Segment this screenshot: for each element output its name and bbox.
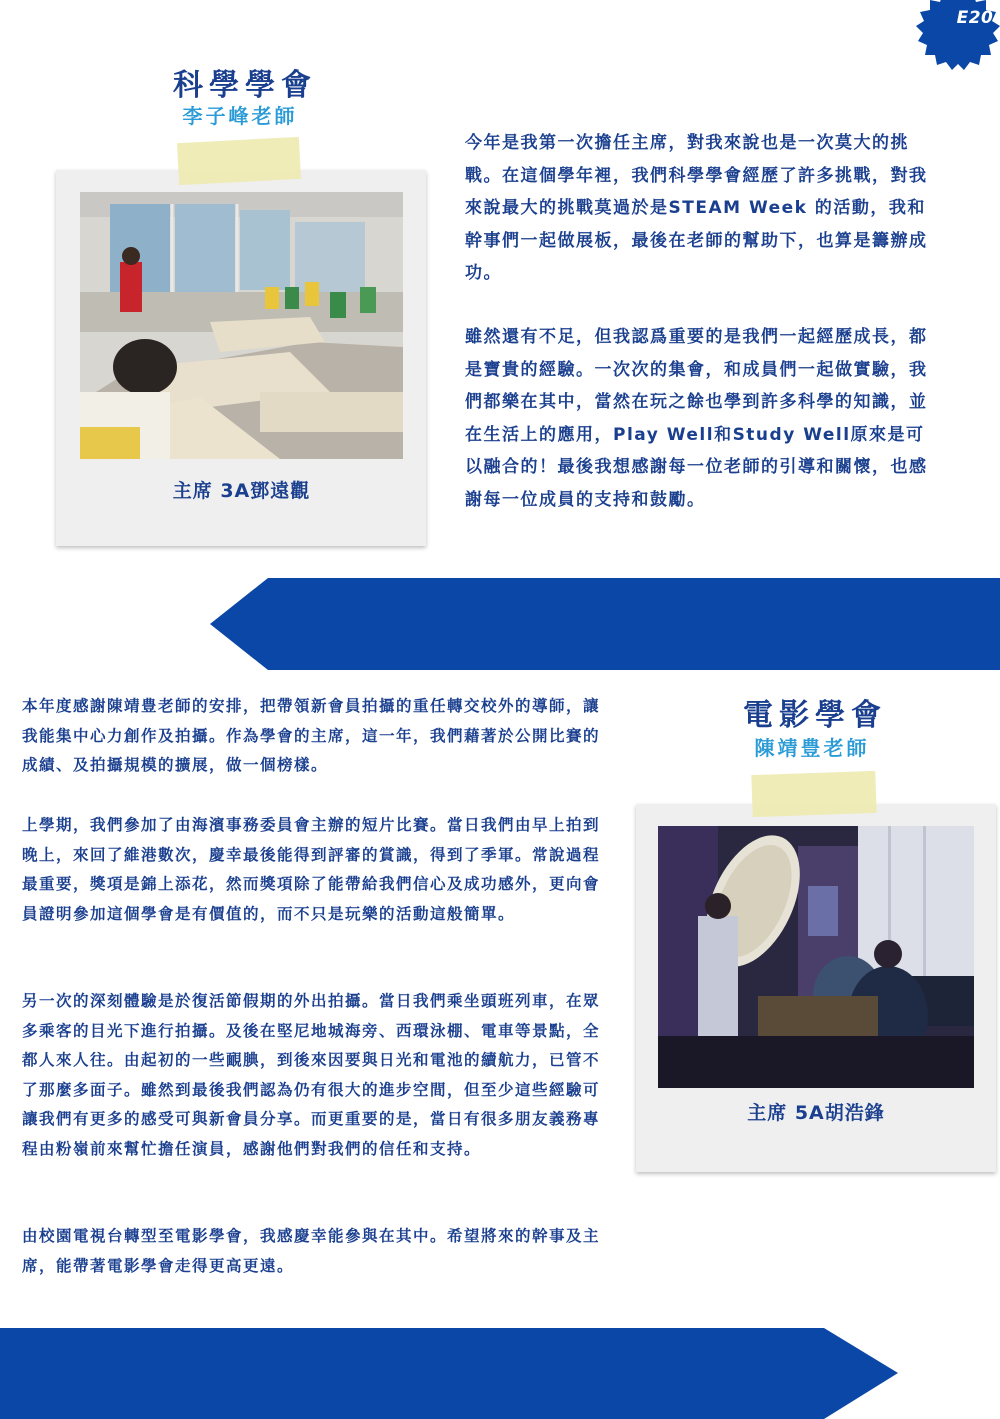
science-paragraph-2: 雖然還有不足，但我認爲重要的是我們一起經歷成長，都是寶貴的經驗。一次次的集會，和成員們一起做實驗，我們都樂在其中，當然在玩之餘也學到許多科學的知識，並在生活上的應用，Play Well和Study Well原來是可以融合的！最後我想感謝每一位老師的引導和關懷，也感謝每一位成員的支持和鼓勵。 (465, 327, 928, 510)
arrow-banner-right (0, 1328, 898, 1419)
science-society-teacher: 李子峰老師 (182, 104, 298, 128)
science-photo-caption: 主席 3A鄧遠觀 (172, 480, 311, 502)
page-number: E20 (956, 8, 994, 28)
film-photo-caption: 主席 5A胡浩鋒 (747, 1102, 885, 1124)
film-paragraph-3: 另一次的深刻體驗是於復活節假期的外出拍攝。當日我們乘坐頭班列車，在眾多乘客的目光下進行拍攝。及後在堅尼地城海旁、西環泳棚、電車等景點，全都人來人往。由起初的一些靦腆，到後來因要與日光和電池的續航力，已管不了那麼多面子。雖然到最後我們認為仍有很大的進步空間，但至少這些經驗可讓我們有更多的感受可與新會員分享。而更重要的是，當日有很多朋友義務專程由粉嶺前來幫忙擔任演員，感謝他們對我們的信任和支持。 (22, 992, 601, 1158)
film-photo-tape (751, 771, 876, 817)
film-society-title: 電影學會 (743, 698, 887, 733)
film-society-photo (658, 826, 974, 1088)
science-photo-tape (177, 137, 301, 185)
science-paragraph-1: 今年是我第一次擔任主席，對我來說也是一次莫大的挑戰。在這個學年裡，我們科學學會經歷了許多挑戰，對我來說最大的挑戰莫過於是STEAM Week 的活動，我和幹事們一起做展板，最後在老師的幫助下，也算是籌辦成功。 (465, 133, 928, 283)
film-paragraph-4: 由校園電視台轉型至電影學會，我感慶幸能參與在其中。希望將來的幹事及主席，能帶著電影學會走得更高更遠。 (22, 1227, 601, 1275)
science-society-photo (80, 192, 403, 459)
film-paragraph-1: 本年度感謝陳靖豊老師的安排，把帶領新會員拍攝的重任轉交校外的導師，讓我能集中心力創作及拍攝。作為學會的主席，這一年，我們藉著於公開比賽的成績、及拍攝規模的擴展，做一個榜樣。 (22, 697, 601, 774)
arrow-banner-left (210, 578, 1000, 670)
film-society-teacher: 陳靖豊老師 (754, 736, 870, 760)
science-society-title: 科學學會 (173, 68, 317, 103)
film-paragraph-2: 上學期，我們參加了由海濱事務委員會主辦的短片比賽。當日我們由早上拍到晚上，來回了維港數次，慶幸最後能得到評審的賞識，得到了季軍。常說過程最重要，獎項是錦上添花，然而獎項除了能帶給我們信心及成功感外，更向會員證明參加這個學會是有價值的，而不只是玩樂的活動這般簡單。 (22, 816, 601, 923)
